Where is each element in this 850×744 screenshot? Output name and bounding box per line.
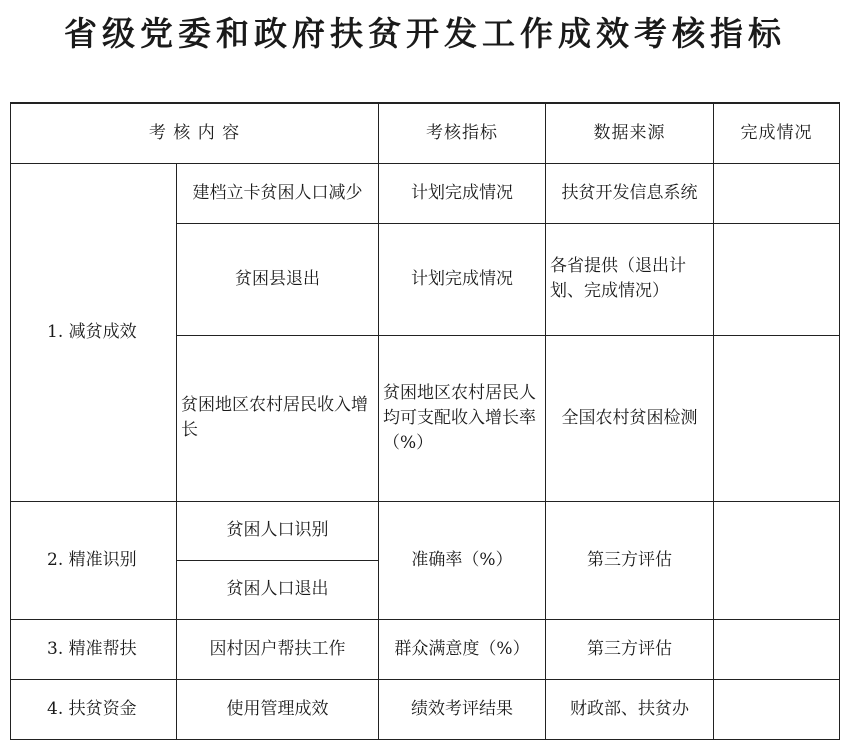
indicator-cell: 准确率（%）: [379, 501, 546, 619]
table-row: [11, 619, 840, 679]
category-cell: 3. 精准帮扶: [11, 619, 177, 679]
assessment-table: [10, 102, 840, 740]
header-indicator: 考核指标: [379, 103, 546, 163]
status-cell: [714, 501, 840, 619]
table-row: [11, 163, 840, 223]
source-cell: 全国农村贫困检测: [546, 335, 714, 501]
source-cell: 财政部、扶贫办: [546, 679, 714, 739]
source-cell: 第三方评估: [546, 501, 714, 619]
header-content: 考 核 内 容: [11, 103, 379, 163]
source-cell: 各省提供（退出计划、完成情况）: [546, 223, 714, 335]
status-cell: [714, 335, 840, 501]
table-row: [11, 679, 840, 739]
status-cell: [714, 223, 840, 335]
page-title: 省级党委和政府扶贫开发工作成效考核指标: [64, 14, 786, 53]
status-cell: [714, 163, 840, 223]
content-cell: 因村因户帮扶工作: [177, 619, 379, 679]
category-cell: 2. 精准识别: [11, 501, 177, 619]
indicator-cell: 绩效考评结果: [379, 679, 546, 739]
category-cell: 4. 扶贫资金: [11, 679, 177, 739]
table-row: [11, 501, 840, 560]
indicator-cell: 计划完成情况: [379, 163, 546, 223]
content-cell: 贫困人口退出: [177, 560, 379, 619]
status-cell: [714, 619, 840, 679]
header-row: [11, 103, 840, 163]
indicator-cell: 贫困地区农村居民人均可支配收入增长率（%）: [379, 335, 546, 501]
content-cell: 使用管理成效: [177, 679, 379, 739]
status-cell: [714, 679, 840, 739]
indicator-cell: 计划完成情况: [379, 223, 546, 335]
content-cell: 贫困县退出: [177, 223, 379, 335]
content-cell: 建档立卡贫困人口减少: [177, 163, 379, 223]
content-cell: 贫困人口识别: [177, 501, 379, 560]
content-cell: 贫困地区农村居民收入增长: [177, 335, 379, 501]
source-cell: 扶贫开发信息系统: [546, 163, 714, 223]
header-source: 数据来源: [546, 103, 714, 163]
header-status: 完成情况: [714, 103, 840, 163]
source-cell: 第三方评估: [546, 619, 714, 679]
indicator-cell: 群众满意度（%）: [379, 619, 546, 679]
category-cell: 1. 减贫成效: [11, 163, 177, 501]
